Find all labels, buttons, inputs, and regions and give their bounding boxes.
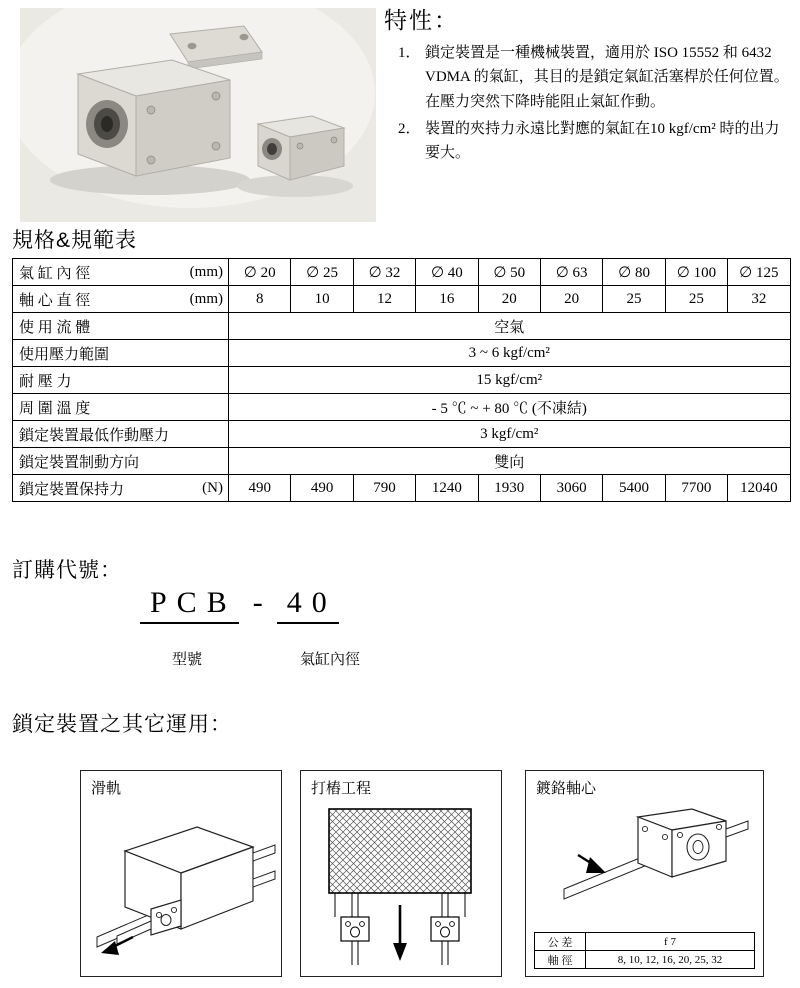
shaft-label: 軸 徑 bbox=[535, 951, 586, 969]
shaft-values: 8, 10, 12, 16, 20, 25, 32 bbox=[586, 951, 755, 969]
cell-span: 雙向 bbox=[229, 448, 791, 475]
slide-rail-diagram bbox=[81, 797, 279, 969]
table-row-tolerance bbox=[535, 933, 755, 951]
cell: 16 bbox=[416, 286, 478, 313]
feature-text: 鎖定裝置是一種機械裝置，適用於 ISO 15552 和 6432 VDMA 的氣缸，其目的是鎖定氣缸活塞桿於任何位置。在壓力突然下降時能阻止氣缸作動。 bbox=[425, 45, 789, 110]
row-label-cell bbox=[13, 313, 229, 340]
piling-diagram bbox=[301, 797, 499, 969]
cell: 25 bbox=[603, 286, 665, 313]
cell-span: - 5 ℃ ~ + 80 ℃ (不凍結) bbox=[229, 394, 791, 421]
cell: ∅ 32 bbox=[353, 259, 415, 286]
row-label-cell bbox=[13, 394, 229, 421]
chrome-shaft-diagram bbox=[526, 797, 761, 907]
row-unit: (mm) bbox=[189, 290, 223, 307]
spec-table bbox=[12, 258, 791, 502]
cell: 490 bbox=[229, 475, 291, 502]
cell: ∅ 100 bbox=[665, 259, 727, 286]
feature-item bbox=[398, 41, 792, 114]
row-label: 氣 缸 內 徑 bbox=[19, 265, 91, 282]
order-code-separator: - bbox=[252, 586, 263, 619]
row-label: 使 用 流 體 bbox=[19, 319, 91, 336]
tolerance-label: 公 差 bbox=[535, 933, 586, 951]
spec-section-title: 規格&規範表 bbox=[12, 229, 138, 252]
cell: 32 bbox=[728, 286, 790, 313]
cell-span: 3 ~ 6 kgf/cm² bbox=[229, 340, 791, 367]
cell: 12 bbox=[353, 286, 415, 313]
row-label: 鎖定裝置保持力 bbox=[19, 481, 125, 498]
cell-span: 空氣 bbox=[229, 313, 791, 340]
feature-number: 2． bbox=[398, 120, 421, 137]
row-label-cell bbox=[13, 259, 229, 286]
cell: 790 bbox=[353, 475, 415, 502]
cell: ∅ 50 bbox=[478, 259, 540, 286]
applications-section-title: 鎖定裝置之其它運用： bbox=[12, 713, 232, 736]
application-box-slide-rail bbox=[80, 770, 282, 977]
application-box-chrome-shaft bbox=[525, 770, 764, 977]
product-photo bbox=[20, 8, 376, 222]
features-section bbox=[384, 0, 792, 168]
product-photo-image bbox=[20, 8, 376, 222]
cell: 1930 bbox=[478, 475, 540, 502]
table-row-braking-direction bbox=[13, 448, 791, 475]
cell: 8 bbox=[229, 286, 291, 313]
cell: ∅ 80 bbox=[603, 259, 665, 286]
cell: ∅ 25 bbox=[291, 259, 353, 286]
order-code bbox=[140, 586, 339, 624]
cell: 7700 bbox=[665, 475, 727, 502]
cell-span: 15 kgf/cm² bbox=[229, 367, 791, 394]
cell: 20 bbox=[478, 286, 540, 313]
features-title: 特性： bbox=[384, 7, 459, 33]
order-code-bore: 40 bbox=[277, 586, 339, 624]
row-label-cell bbox=[13, 475, 229, 502]
table-row-bore bbox=[13, 259, 791, 286]
table-row-fluid bbox=[13, 313, 791, 340]
cell: ∅ 20 bbox=[229, 259, 291, 286]
table-row-holding-force bbox=[13, 475, 791, 502]
cell-span: 3 kgf/cm² bbox=[229, 421, 791, 448]
table-row-shaft-dia bbox=[13, 286, 791, 313]
shaft-spec-table bbox=[534, 932, 755, 969]
row-label-cell bbox=[13, 448, 229, 475]
cell: ∅ 63 bbox=[540, 259, 602, 286]
cell: 1240 bbox=[416, 475, 478, 502]
cell: 3060 bbox=[540, 475, 602, 502]
order-model-label: 型號 bbox=[172, 652, 203, 668]
tolerance-value: f 7 bbox=[586, 933, 755, 951]
application-box-piling bbox=[300, 770, 502, 977]
table-row-shaft-sizes bbox=[535, 951, 755, 969]
row-label-cell bbox=[13, 421, 229, 448]
row-label-cell bbox=[13, 286, 229, 313]
cell: 5400 bbox=[603, 475, 665, 502]
application-label: 滑軌 bbox=[91, 781, 122, 797]
row-label-cell bbox=[13, 367, 229, 394]
row-unit: (N) bbox=[202, 479, 223, 496]
row-label: 軸 心 直 徑 bbox=[19, 292, 91, 309]
table-row-pressure-range bbox=[13, 340, 791, 367]
row-label-cell bbox=[13, 340, 229, 367]
order-section-title: 訂購代號： bbox=[12, 559, 122, 582]
row-label: 使用壓力範圍 bbox=[19, 346, 110, 363]
table-row-ambient-temp bbox=[13, 394, 791, 421]
cell: 10 bbox=[291, 286, 353, 313]
row-label: 耐 壓 力 bbox=[19, 373, 72, 390]
row-unit: (mm) bbox=[189, 263, 223, 280]
table-row-proof-pressure bbox=[13, 367, 791, 394]
row-label: 周 圍 溫 度 bbox=[19, 400, 91, 417]
cell: 20 bbox=[540, 286, 602, 313]
cell: 490 bbox=[291, 475, 353, 502]
cell: ∅ 40 bbox=[416, 259, 478, 286]
cell: ∅ 125 bbox=[728, 259, 790, 286]
application-label: 鍍鉻軸心 bbox=[536, 781, 597, 797]
row-label: 鎖定裝置最低作動壓力 bbox=[19, 427, 170, 444]
order-bore-label: 氣缸內徑 bbox=[300, 652, 361, 668]
cell: 25 bbox=[665, 286, 727, 313]
table-row-min-operating-pressure bbox=[13, 421, 791, 448]
application-label: 打樁工程 bbox=[311, 781, 372, 797]
spec-section bbox=[12, 258, 791, 502]
order-code-model: PCB bbox=[140, 586, 239, 624]
feature-item bbox=[398, 117, 792, 166]
cell: 12040 bbox=[728, 475, 790, 502]
feature-number: 1． bbox=[398, 45, 421, 61]
feature-text: 裝置的夾持力永遠比對應的氣缸在10 kgf/cm² 時的出力要大。 bbox=[425, 120, 780, 162]
row-label: 鎖定裝置制動方向 bbox=[19, 454, 140, 471]
